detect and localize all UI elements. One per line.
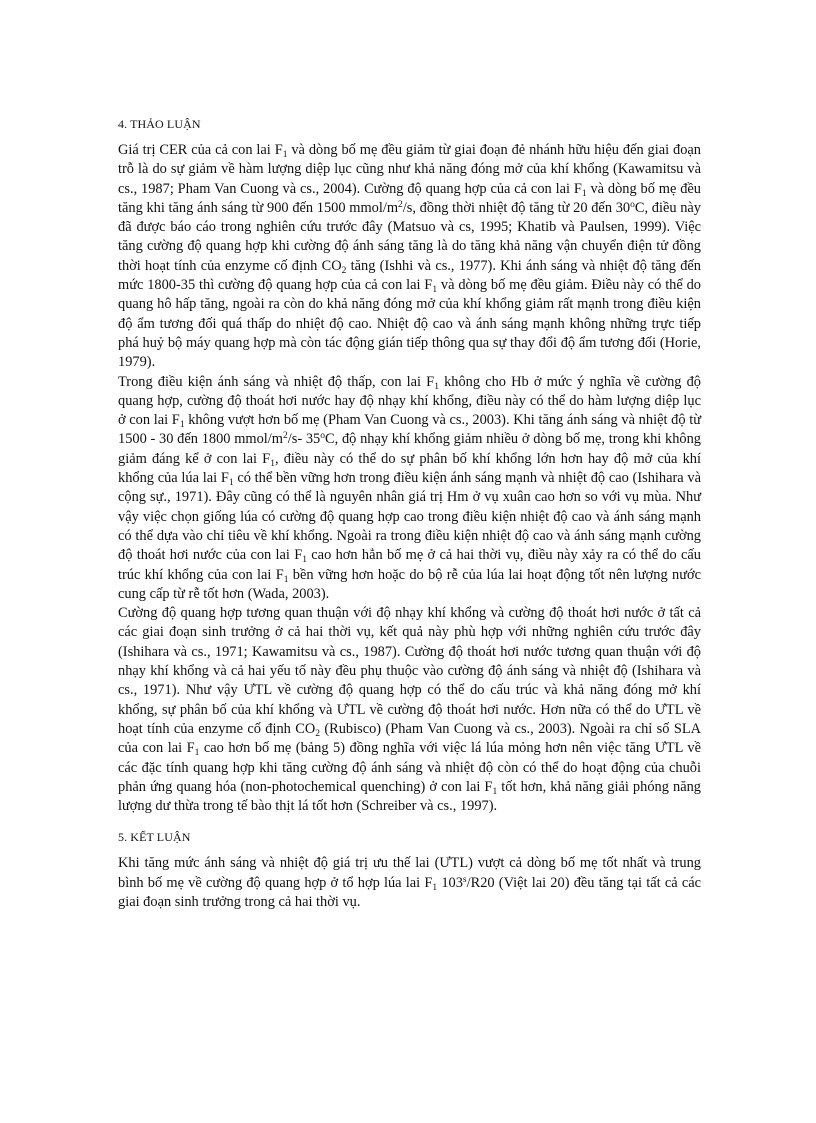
subscript: 1 [492,786,498,797]
superscript: o [320,431,326,442]
discussion-paragraph-2: Trong điều kiện ánh sáng và nhiệt độ thấp, con lai $F_1$ không cho Hb ở mức ý nghĩa về cường độ quang hợp, cường độ thoát hơi nước hay độ nhạy khí khổng, điều này có thể do hàm lượng diệp lục ở con lai $F_1$ không vượt hơn bố mẹ (Pham Van Cuong và cs., 2003). Khi tăng ánh sáng và nhiệt độ từ 1500 - 30 đến 1800 mmol/$m^2/s-$ 35$^o$C, độ nhạy khí khổng giảm nhiều ở dòng bố mẹ, trong khi không giảm đáng kể ở con lai $F_1$, điều này có thể do sự phân bố khí khổng lớn hơn hay độ mở của khí khổng của lúa lai $F_1$ có thể bền vững hơn trong điều kiện ánh sáng mạnh và nhiệt độ cao (Ishihara và cộng sự., 1971). Đây cũng có thể là nguyên nhân giá trị Hm ở vụ xuân cao hơn so với vụ mùa. Như vậy việc chọn giống lúa có cường độ quang hợp cao trong điều kiện nhiệt độ cao và ánh sáng mạnh có thể dựa vào chỉ tiêu về khí khổng. Ngoài ra trong điều kiện nhiệt độ cao và ánh sáng mạnh cường độ thoát hơi nước của con lai $F_1$ cao hơn hẳn bố mẹ ở cả hai thời vụ, điều này xảy ra có thể do cấu trúc khí khổng của con lai $F_1$ bền vững hơn hoặc do bộ rễ của lúa lai hoạt động tốt nên lượng nước cung cấp từ rễ tốt hơn (Wada, 2003). [118,373,702,602]
discussion-paragraph-1: Giá trị CER của cả con lai $F_1$ và dòng bố mẹ đều giảm từ giai đoạn đẻ nhánh hữu hiệu đến giai đoạn trỗ là do sự giảm về hàm lượng diệp lục cũng như khả năng đóng mở của khí khổng (Kawamitsu và cs., 1987; Pham Van Cuong và cs., 2004). Cường độ quang hợp của cả con lai $F_1$ và dòng bố mẹ đều tăng khi tăng ánh sáng từ 900 đến 1500 mmol/$m^2/s$, đồng thời nhiệt độ tăng từ 20 đến 30$^o$C, điều này đã được báo cáo trong nghiên cứu trước đây (Matsuo và cs, 1995; Khatib và Paulsen, 1999). Việc tăng cường độ quang hợp khi cường độ ánh sáng tăng là do tăng khả năng vận chuyển điện tử đồng thời hoạt tính của enzyme cố định $CO_2$ tăng (Ishhi và cs., 1977). Khi ánh sáng và nhiệt độ tăng đến mức 1800-35 thì cường độ quang hợp của cả con lai $F_1$ và dòng bố mẹ đều giảm. Điều này có thể do quang hô hấp tăng, ngoài ra còn do khả năng đóng mở của khí khổng giảm rất mạnh trong điều kiện độ ẩm tương đối quá thấp do nhiệt độ cao. Nhiệt độ cao và ánh sáng mạnh không những trực tiếp phá huỷ bộ máy quang hợp mà còn tác động gián tiếp thông qua sự thay đổi độ ẩm tương đối (Horie, 1979). [118,142,701,371]
section-heading-conclusion: 5. KẾT LUẬN [118,830,191,845]
subscript: 1 [270,458,275,469]
subscript: 1 [283,574,289,585]
subscript: 1 [581,188,587,199]
subscript: 1 [228,478,234,489]
subscript: 2 [341,265,347,276]
superscript: o [630,199,635,210]
subscript: 1 [432,285,438,296]
document-page [118,117,701,912]
discussion-paragraph-3: Cường độ quang hợp tương quan thuận với độ nhạy khí khổng và cường độ thoát hơi nước ở tất cả các giai đoạn sinh trưởng ở cả hai thời vụ, kết quả này phù hợp với những nghiên cứu trước đây (Ishihara và cs., 1971; Kawamitsu và cs., 1987). Cường độ thoát hơi nước tương quan thuận với độ nhạy khí khổng và cả hai yếu tố này đều phụ thuộc vào cường độ ánh sáng và nhiệt độ (Ishihara và cs., 1971). Như vậy ƯTL về cường độ quang hợp có thể do cấu trúc và khả năng đóng mở khí khổng, sự phân bố của khí khổng và ƯTL về cường độ thoát hơi nước. Hơn nữa có thể do ƯTL về hoạt tính của enzyme cố định $CO_2$ (Rubisco) (Pham Van Cuong và cs., 2003). Ngoài ra chỉ số SLA của con lai $F_1$ cao hơn bố mẹ (bảng 5) đồng nghĩa với việc lá lúa mỏng hơn nên việc tăng ƯTL về các đặc tính quang hợp khi tăng cường độ ánh sáng và nhiệt độ còn có thể do hoạt động của chuỗi phản ứng quang hóa (non-photochemical quenching) ở con lai $F_1$ tốt hơn, khả năng giải phóng năng lượng dư thừa trong tế bào thịt lá tốt hơn (Schreiber và cs., 1997). [118,605,702,815]
subscript: 1 [432,882,438,893]
subscript: 1 [302,555,307,566]
conclusion-paragraph-1: Khi tăng mức ánh sáng và nhiệt độ giá trị ưu thế lai (ƯTL) vượt cả dòng bố mẹ tốt nhất và trung bình bố mẹ về cường độ quang hợp ở tổ hợp lúa lai $F_1$ 103$^s$/R20 (Việt lai 20) đều tăng tại tất cả các giai đoạn sinh trưởng trong cả hai thời vụ. [118,855,701,910]
superscript: 2 [282,431,288,442]
superscript: 2 [398,199,403,210]
subscript: 1 [434,381,439,392]
subscript: 1 [194,748,200,759]
superscript: s [462,874,467,885]
section-heading-discussion: 4. THẢO LUẬN [118,117,201,131]
subscript: 2 [315,728,320,739]
subscript: 1 [282,150,288,160]
subscript: 1 [179,420,185,431]
